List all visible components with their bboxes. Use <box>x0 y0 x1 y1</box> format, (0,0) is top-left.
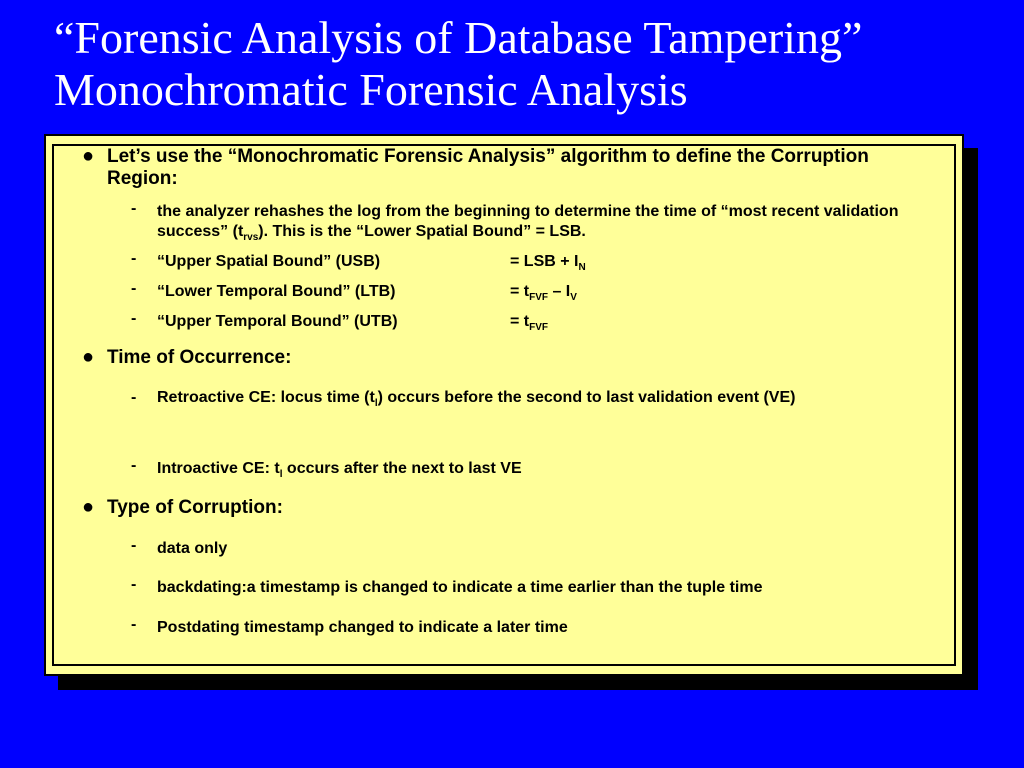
bullet-text: Type of Corruption: <box>107 497 283 518</box>
slide-title <box>54 12 1014 116</box>
text-part: Introactive CE: t <box>157 460 280 477</box>
sub-item-text: Postdating timestamp changed to indicate a later time <box>157 619 568 636</box>
dash-icon: - <box>131 310 137 327</box>
text-part: – I <box>548 283 571 300</box>
dash-icon: - <box>131 457 137 474</box>
sub-item-value <box>510 312 548 332</box>
dash-icon: - <box>131 389 137 406</box>
sub-item-text: data only <box>157 540 228 557</box>
dash-icon: - <box>131 576 137 593</box>
text-part: the analyzer rehashes the log from the beginning to determine the time of “most recent validation success” (t <box>157 203 899 240</box>
text-part: Retroactive CE: locus time (t <box>157 389 375 406</box>
subscript: rvs <box>243 232 259 243</box>
title-line-2: Monochromatic Forensic Analysis <box>54 64 688 115</box>
sub-item-text <box>157 382 927 414</box>
bullet-text: Time of Occurrence: <box>107 347 292 368</box>
dash-icon: - <box>131 616 137 633</box>
dash-icon: - <box>131 280 137 297</box>
bullet-text: Let’s use the “Monochromatic Forensic Analysis” algorithm to define the Corruption Region: <box>107 146 869 189</box>
subscript: N <box>578 262 586 273</box>
text-part: occurs after the next to last VE <box>282 460 522 477</box>
dash-icon: - <box>131 250 137 267</box>
subscript: l <box>374 398 378 409</box>
text-part: = t <box>510 283 530 300</box>
subscript: FVF <box>529 322 549 333</box>
sub-item-text <box>157 202 927 242</box>
subscript: V <box>570 292 577 303</box>
subscript: l <box>279 469 283 480</box>
title-line-1: “Forensic Analysis of Database Tampering” <box>54 12 863 63</box>
sub-item-text: backdating:a timestamp is changed to indicate a time earlier than the tuple time <box>157 579 763 596</box>
sub-item-text <box>157 459 927 479</box>
text-part: = t <box>510 313 530 330</box>
bullet-dot-icon: ● <box>82 496 95 518</box>
bullet-dot-icon: ● <box>82 346 95 368</box>
sub-item-value <box>510 282 577 302</box>
bullet-dot-icon: ● <box>82 145 95 167</box>
dash-icon: - <box>131 537 137 554</box>
dash-icon: - <box>131 200 137 217</box>
text-part: = LSB + I <box>510 253 579 270</box>
text-part: ). This is the “Lower Spatial Bound” = LSB. <box>258 223 586 240</box>
sub-item-label: “Lower Temporal Bound” (LTB) <box>157 283 396 300</box>
sub-item-label: “Upper Temporal Bound” (UTB) <box>157 313 398 330</box>
subscript: FVF <box>529 292 549 303</box>
text-part: ) occurs before the second to last validation event (VE) <box>377 389 796 406</box>
sub-item-value <box>510 252 586 272</box>
sub-item-label: “Upper Spatial Bound” (USB) <box>157 253 381 270</box>
